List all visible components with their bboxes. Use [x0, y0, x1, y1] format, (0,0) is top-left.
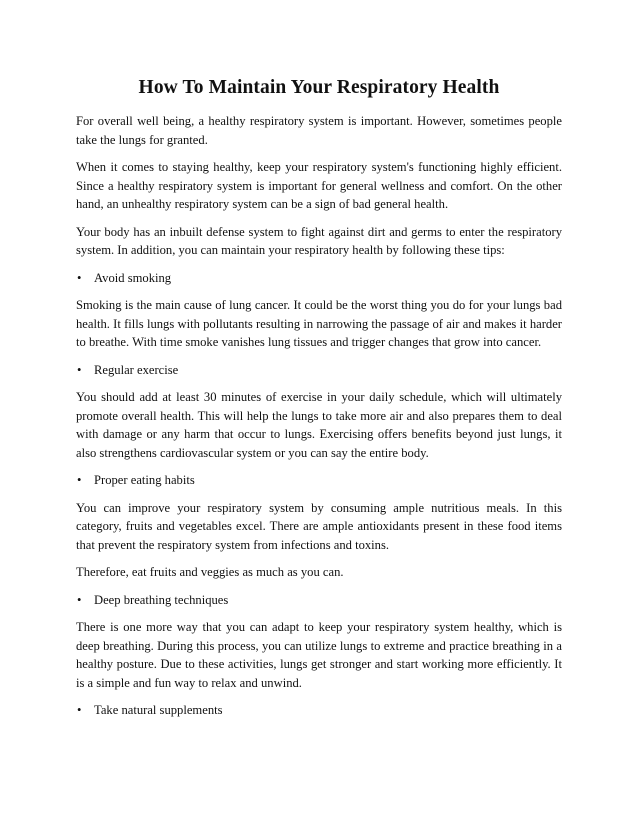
- bullet-avoid-smoking: [76, 269, 562, 288]
- bullet-natural-supplements: [76, 701, 562, 720]
- paragraph-intro: For overall well being, a healthy respiratory system is important. However, sometimes people take the lungs for granted.: [76, 114, 562, 147]
- paragraph-smoking: Smoking is the main cause of lung cancer. It could be the worst thing you do for your lungs bad health. It fills lungs with pollutants resulting in narrowing the passage of air and makes it harder to breathe. With time smoke vanishes lung tissues and trigger changes that grow into cancer.: [76, 298, 562, 349]
- paragraph-deep-breathing: There is one more way that you can adapt to keep your respiratory system healthy, which is deep breathing. During this process, you can utilize lungs to extreme and practice breathing in a healthy posture. Due to these activities, lungs get stronger and start working more efficiently. It is a simple and fun way to relax and unwind.: [76, 620, 562, 690]
- paragraph-exercise: You should add at least 30 minutes of exercise in your daily schedule, which will ultimately promote overall health. This will help the lungs to take more air and also prepares them to deal with damage or any harm that occur to lungs. Exercising offers benefits beyond just lungs, it also strengthens cardiovascular system or you can say the entire body.: [76, 390, 562, 460]
- page-title: How To Maintain Your Respiratory Health: [138, 77, 500, 98]
- bullet-label: Proper eating habits: [94, 473, 195, 487]
- bullet-icon: •: [77, 473, 82, 487]
- paragraph-staying-healthy: When it comes to staying healthy, keep your respiratory system's functioning highly efficient. Since a healthy respiratory system is important for general wellness and comfort. On the other hand, an unhealthy respiratory system can be a sign of bad general health.: [76, 160, 562, 211]
- bullet-icon: •: [77, 362, 82, 377]
- bullet-label: Avoid smoking: [94, 270, 172, 285]
- paragraph-fruits-veggies: Therefore, eat fruits and veggies as much as you can.: [76, 565, 344, 579]
- bullet-icon: •: [77, 270, 82, 285]
- bullet-label: Deep breathing techniques: [94, 592, 229, 607]
- bullet-label: Take natural supplements: [94, 703, 223, 717]
- bullet-icon: •: [77, 592, 82, 607]
- bullet-deep-breathing: [76, 591, 562, 610]
- paragraph-defense-system: Your body has an inbuilt defense system to fight against dirt and germs to enter the respiratory system. In addition, you can maintain your respiratory health by following these tips:: [76, 224, 562, 257]
- bullet-regular-exercise: [76, 361, 562, 380]
- bullet-proper-eating: [76, 471, 562, 490]
- document-page: [76, 76, 562, 729]
- paragraph-eating: You can improve your respiratory system by consuming ample nutritious meals. In this category, fruits and vegetables excel. There are ample antioxidants present in these food items that prevent the respiratory system from infections and toxins.: [76, 500, 562, 552]
- bullet-label: Regular exercise: [94, 362, 179, 377]
- bullet-icon: •: [77, 703, 82, 717]
